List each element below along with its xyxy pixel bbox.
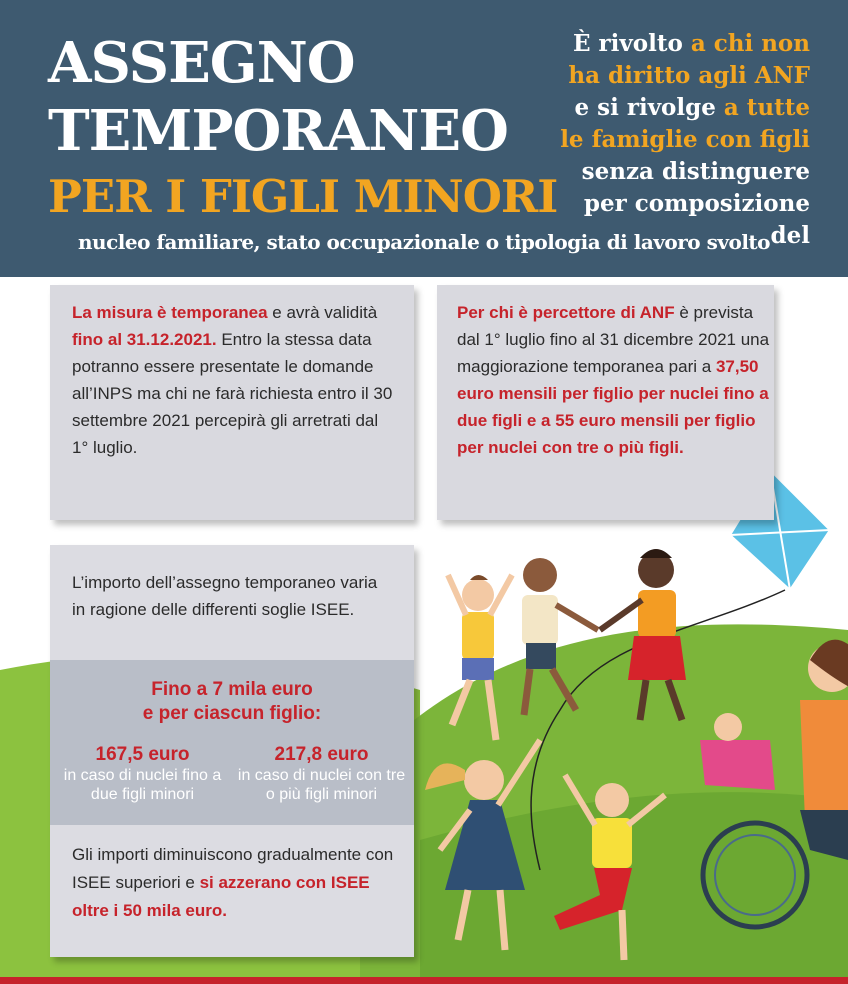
isee-bottom-note xyxy=(50,825,414,957)
validity-highlight-2: fino al 31.12.2021. xyxy=(72,330,217,349)
title-line-1: ASSEGNO xyxy=(48,30,355,96)
validity-part-4: Entro la stessa data potranno essere presentate le domande all’INPS ma chi ne farà richiesta entro il 30 settembre 2021 percepirà gli arretrati dal 1° luglio. xyxy=(72,330,393,457)
anf-part-2: è prevista dal 1° luglio fino al 31 dicembre 2021 una maggiorazione temporanea pari a xyxy=(457,303,770,376)
intro-highlight-2: a tutte le famiglie con figli xyxy=(560,94,810,153)
isee-band-title xyxy=(50,678,414,726)
intro-part-3: e si rivolge xyxy=(574,94,724,121)
isee-column-three-children xyxy=(234,744,409,804)
footer-bar xyxy=(0,977,848,984)
validity-part-2: e avrà validità xyxy=(267,303,378,322)
validity-text xyxy=(72,299,394,461)
isee-card xyxy=(50,545,414,957)
validity-card xyxy=(50,285,414,520)
isee-bottom-part-1: Gli importi diminuiscono gradualmente con ISEE superiori e xyxy=(72,845,394,892)
intro-text xyxy=(560,28,810,252)
intro-highlight-1: a chi non ha diritto agli ANF xyxy=(568,30,810,89)
isee-bottom-highlight: si azzerano con ISEE oltre i 50 mila euro. xyxy=(72,873,370,920)
desc-three-children: in caso di nuclei con tre o più figli minori xyxy=(237,767,406,803)
isee-band xyxy=(50,660,414,825)
isee-band-title-line-2: e per ciascun figlio: xyxy=(142,703,322,724)
intro-bottom-line: nucleo familiare, stato occupazionale o tipologia di lavoro svolto xyxy=(77,230,770,254)
title-line-3: PER I FIGLI MINORI xyxy=(48,170,558,223)
isee-intro: L’importo dell’assegno temporaneo varia in ragione delle differenti soglie ISEE. xyxy=(50,545,414,660)
amount-two-children: 167,5 euro xyxy=(95,744,190,765)
anf-highlight-1: Per chi è percettore di ANF xyxy=(457,303,675,322)
isee-band-title-line-1: Fino a 7 mila euro xyxy=(151,679,313,700)
anf-card xyxy=(437,285,774,520)
validity-highlight-1: La misura è temporanea xyxy=(72,303,268,322)
header-banner xyxy=(0,0,848,277)
amount-three-children: 217,8 euro xyxy=(274,744,369,765)
desc-two-children: in caso di nuclei fino a due figli minori xyxy=(63,767,222,803)
isee-column-two-children xyxy=(55,744,230,804)
anf-text xyxy=(457,299,774,461)
title-line-2: TEMPORANEO xyxy=(48,98,508,164)
anf-highlight-2: 37,50 euro mensili per figlio per nuclei fino a due figli e a 55 euro mensili per figlio per nuclei con tre o più figli. xyxy=(457,357,769,457)
intro-part-1: È rivolto xyxy=(573,30,691,57)
intro-part-5: senza distinguere per composizione del xyxy=(581,158,810,249)
